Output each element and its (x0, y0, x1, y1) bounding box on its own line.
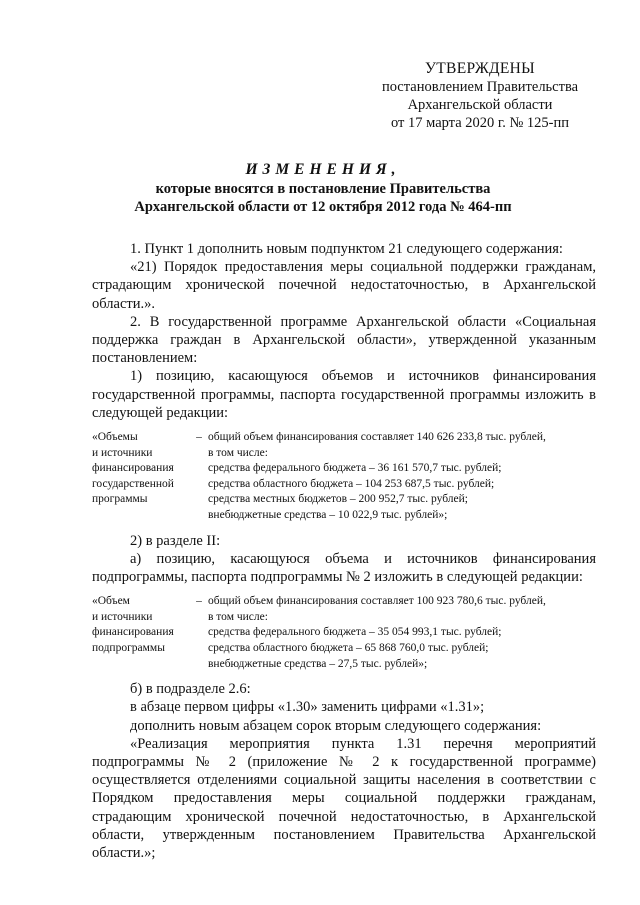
paragraph-5: 2) в разделе II: (130, 532, 221, 549)
table1-value-line: средства местных бюджетов – 200 952,7 тыс. рублей; (208, 493, 468, 506)
paragraph-1: 1. Пункт 1 дополнить новым подпунктом 21 следующего содержания: (130, 241, 563, 257)
table1-label-line: и источники (92, 446, 153, 459)
approval-heading: УТВЕРЖДЕНЫ (425, 60, 535, 77)
paragraph-8: в абзаце первом цифры «1.30» заменить цифрами «1.31»; (130, 699, 485, 716)
approval-line-3: от 17 марта 2020 г. № 125-пп (390, 115, 570, 131)
title-line-1: которые вносятся в постановление Правительства (155, 181, 491, 197)
approval-line-2: Архангельской области (407, 97, 553, 113)
table2-label-line: подпрограммы (92, 641, 165, 654)
paragraph-4: 1) позицию, касающуюся объемов и источников финансирования государственной программы, паспорта государственной программы изложить в следующей редакции: (92, 368, 596, 421)
table2-dash: – (196, 595, 202, 608)
approval-line-1: постановлением Правительства (381, 79, 579, 95)
title-line-2: Архангельской области от 12 октября 2012 года № 464-пп (134, 199, 512, 215)
table1-value-line: общий объем финансирования составляет 140 626 233,8 тыс. рублей, (208, 431, 546, 444)
document-title (88, 160, 558, 216)
document-body (92, 240, 596, 862)
paragraph-6: а) позицию, касающуюся объема и источников финансирования подпрограммы, паспорта подпрограммы № 2 изложить в следующей редакции: (92, 550, 596, 585)
table2-value-line: общий объем финансирования составляет 100 923 780,6 тыс. рублей, (208, 595, 546, 608)
table2-label-line: «Объем (92, 595, 130, 608)
paragraph-2: «21) Порядок предоставления меры социальной поддержки гражданам, страдающим хронической почечной недостаточностью, в Архангельской области.». (92, 259, 596, 312)
approval-stamp (355, 60, 605, 132)
table1-value-line: средства областного бюджета – 104 253 687,5 тыс. рублей; (208, 477, 495, 490)
table1-label-line: государственной (92, 477, 174, 490)
table1-label-line: «Объемы (92, 431, 138, 444)
financing-table-subprogram (92, 594, 596, 672)
table2-value-line: внебюджетные средства – 27,5 тыс. рублей»; (208, 657, 428, 670)
financing-table-program (92, 430, 596, 524)
table1-values (208, 430, 596, 524)
table2-label-line: и источники (92, 610, 153, 623)
table2-label-line: финансирования (92, 626, 174, 639)
table1-label-line: программы (92, 493, 148, 506)
title-main: ИЗМЕНЕНИЯ, (245, 161, 401, 178)
table2-value-line: средства федерального бюджета – 35 054 993,1 тыс. рублей; (208, 626, 502, 639)
table2-label (92, 594, 190, 672)
table1-value-line: внебюджетные средства – 10 022,9 тыс. рублей»; (208, 509, 448, 521)
paragraph-7: б) в подразделе 2.6: (130, 681, 251, 698)
table1-label-line: финансирования (92, 462, 174, 475)
table2-value-line: средства областного бюджета – 65 868 760,0 тыс. рублей; (208, 641, 489, 654)
paragraph-9: дополнить новым абзацем сорок вторым следующего содержания: (130, 717, 542, 734)
table2-values (208, 594, 596, 672)
table1-value-line: средства федерального бюджета – 36 161 570,7 тыс. рублей; (208, 462, 502, 475)
table2-value-line: в том числе: (208, 610, 268, 623)
paragraph-10: «Реализация мероприятия пункта 1.31 перечня мероприятий подпрограммы № 2 (приложение № 2 к государственной программе) осуществляется отделениями социальной защиты населения в соответствии с Порядком предоставления меры социальной поддержки гражданам, страдающим хронической почечной недостаточностью, в Архангельской области, утвержденным постановлением Правительства Архангельской области.»; (92, 735, 596, 861)
paragraph-3: 2. В государственной программе Архангельской области «Социальная поддержка граждан в Архангельской области», утвержденной указанным постановлением: (92, 313, 596, 367)
table1-dash: – (196, 431, 202, 444)
table1-label (92, 430, 190, 524)
table1-value-line: в том числе: (208, 446, 268, 459)
